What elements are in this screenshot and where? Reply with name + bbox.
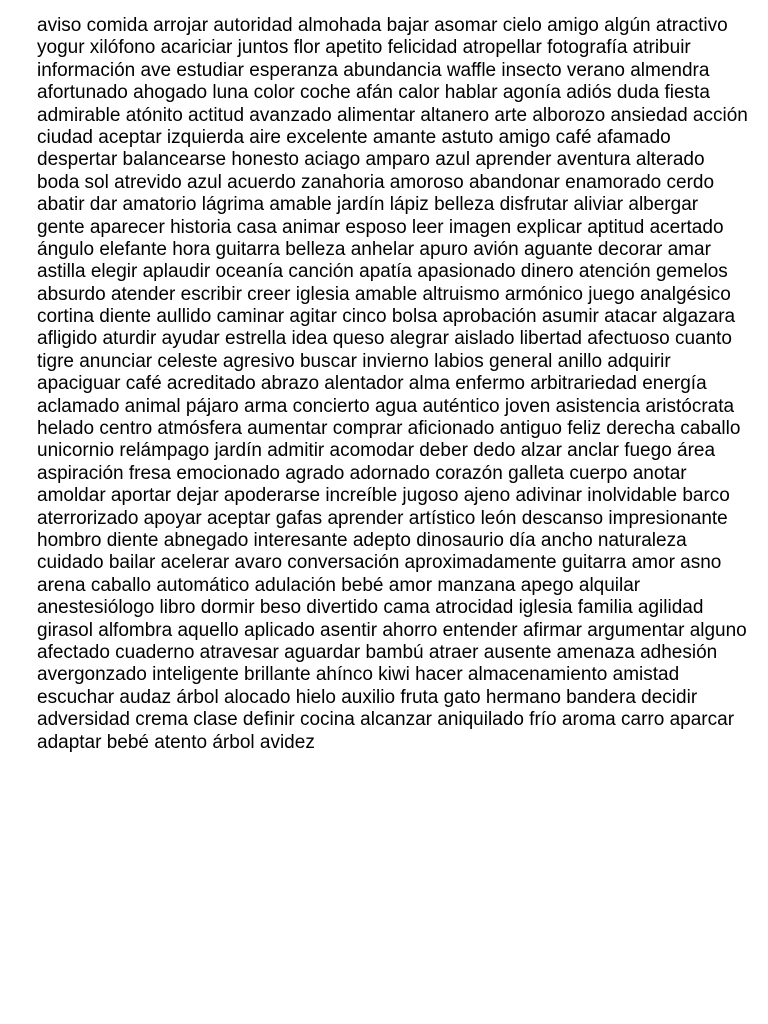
text-line: aterrorizado apoyar aceptar gafas aprender artístico león descanso impresionante <box>37 507 728 529</box>
text-line: unicornio relámpago jardín admitir acomodar deber dedo alzar anclar fuego área <box>37 440 716 462</box>
text-line: tigre anunciar celeste agresivo buscar invierno labios general anillo adquirir <box>37 350 671 372</box>
text-line: información ave estudiar esperanza abundancia waffle insecto verano almendra <box>37 59 710 81</box>
text-line: arena caballo automático adulación bebé amor manzana apego alquilar <box>37 574 641 596</box>
word-list-text <box>37 15 748 754</box>
text-line: afortunado ahogado luna color coche afán calor hablar agonía adiós duda fiesta <box>37 82 710 104</box>
text-line: despertar balancearse honesto aciago amparo azul aprender aventura alterado <box>37 149 705 171</box>
text-line: admirable atónito actitud avanzado alimentar altanero arte alborozo ansiedad acción <box>37 104 748 126</box>
text-line: escuchar audaz árbol alocado hielo auxilio fruta gato hermano bandera decidir <box>37 686 698 708</box>
text-line: girasol alfombra aquello aplicado asentir ahorro entender afirmar argumentar alguno <box>37 619 747 641</box>
text-line: amoldar aportar dejar apoderarse increíble jugoso ajeno adivinar inolvidable barco <box>37 485 730 507</box>
text-line: afligido aturdir ayudar estrella idea queso alegrar aislado libertad afectuoso cuanto <box>37 328 732 350</box>
text-line: aclamado animal pájaro arma concierto agua auténtico joven asistencia aristócrata <box>37 395 735 417</box>
text-line: boda sol atrevido azul acuerdo zanahoria amoroso abandonar enamorado cerdo <box>37 171 715 193</box>
text-line: adaptar bebé atento árbol avidez <box>37 731 315 753</box>
text-line: cuidado bailar acelerar avaro conversación aproximadamente guitarra amor asno <box>37 552 722 574</box>
text-line: avergonzado inteligente brillante ahínco kiwi hacer almacenamiento amistad <box>37 664 680 686</box>
text-line: aviso comida arrojar autoridad almohada bajar asomar cielo amigo algún atractivo <box>37 15 728 36</box>
text-line: ciudad aceptar izquierda aire excelente amante astuto amigo café afamado <box>37 126 671 148</box>
text-line: absurdo atender escribir creer iglesia amable altruismo armónico juego analgésico <box>37 283 731 305</box>
text-line: anestesiólogo libro dormir beso divertido cama atrocidad iglesia familia agilidad <box>37 597 704 619</box>
text-line: gente aparecer historia casa animar esposo leer imagen explicar aptitud acertado <box>37 216 724 238</box>
text-line: ángulo elefante hora guitarra belleza anhelar apuro avión aguante decorar amar <box>37 238 711 260</box>
text-line: aspiración fresa emocionado agrado adornado corazón galleta cuerpo anotar <box>37 462 687 484</box>
text-line: astilla elegir aplaudir oceanía canción apatía apasionado dinero atención gemelos <box>37 261 728 283</box>
text-line: abatir dar amatorio lágrima amable jardín lápiz belleza disfrutar aliviar albergar <box>37 194 699 216</box>
text-line: afectado cuaderno atravesar aguardar bambú atraer ausente amenaza adhesión <box>37 641 718 663</box>
text-line: adversidad crema clase definir cocina alcanzar aniquilado frío aroma carro aparcar <box>37 709 735 731</box>
text-line: hombro diente abnegado interesante adepto dinosaurio día ancho naturaleza <box>37 529 687 551</box>
text-line: yogur xilófono acariciar juntos flor apetito felicidad atropellar fotografía atribuir <box>37 37 691 59</box>
text-line: apaciguar café acreditado abrazo alentador alma enfermo arbitrariedad energía <box>37 373 707 395</box>
text-line: cortina diente aullido caminar agitar cinco bolsa aprobación asumir atacar algazara <box>37 306 736 328</box>
text-line: helado centro atmósfera aumentar comprar aficionado antiguo feliz derecha caballo <box>37 418 741 440</box>
